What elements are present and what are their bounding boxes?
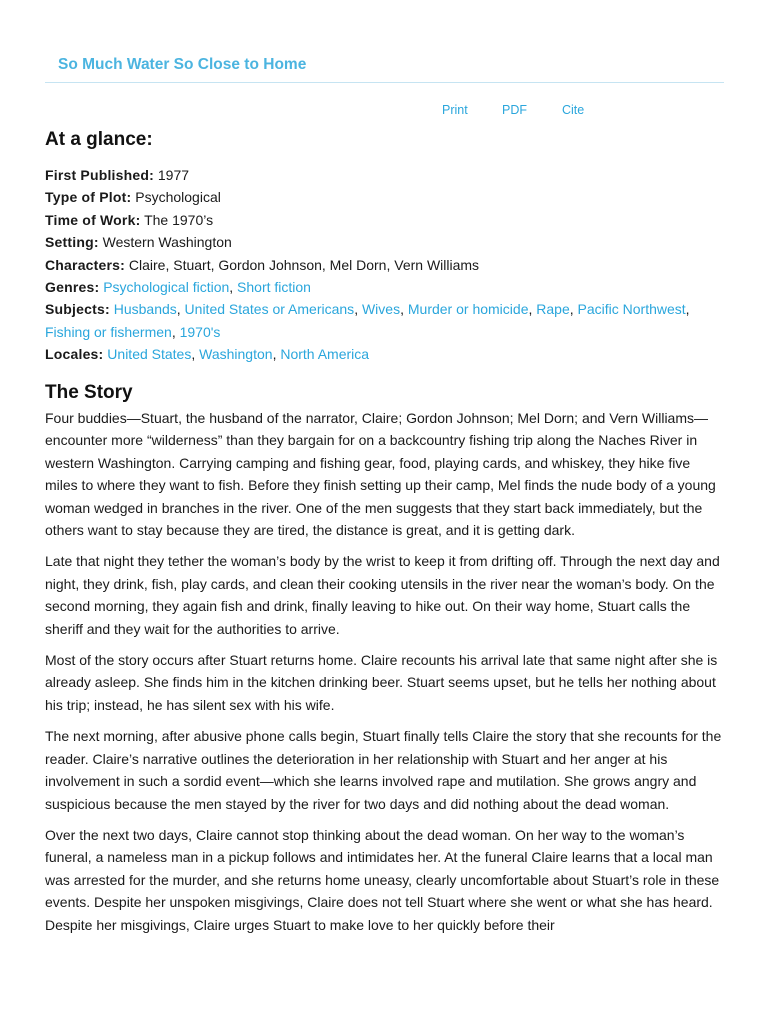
print-link[interactable]: Print (442, 103, 468, 117)
genres-links (103, 279, 311, 295)
pdf-link[interactable]: PDF (502, 103, 527, 117)
list-separator: , (400, 301, 408, 318)
subjects-label: Subjects: (45, 301, 110, 318)
time-of-work-label: Time of Work: (45, 211, 141, 228)
locales-row (45, 343, 725, 365)
list-separator: , (272, 346, 281, 363)
type-of-plot-label: Type of Plot: (45, 189, 132, 206)
characters-value: Claire, Stuart, Gordon Johnson, Mel Dorn, Vern Williams (128, 256, 480, 273)
list-separator: , (685, 301, 690, 318)
genre-link[interactable]: Short fiction (237, 279, 311, 296)
list-separator: , (176, 301, 185, 318)
story-paragraph: Late that night they tether the woman’s body by the wrist to keep it from drifting off. Through the next day and night, they drink, fish, play cards, and clean their cooking utensils in the river near the woman’s body. On the second morning, they again fish and drink, finally leaving to hike out. On their way home, Stuart calls the sheriff and they wait for the authorities to arrive. (45, 553, 720, 637)
title-divider (45, 82, 724, 83)
setting-value: Western Washington (102, 234, 232, 251)
story-paragraph: Four buddies—Stuart, the husband of the narrator, Claire; Gordon Johnson; Mel Dorn; and Vern Williams—encounter more “wilderness” than they bargain for on a backcountry fishing trip along the Naches River in western Washington. Carrying camping and fishing gear, food, playing cards, and whiskey, they hike five miles to where they want to fish. Before they finish setting up their camp, Mel finds the nude body of a young woman wedged in branches in the river. One of the men suggests that they start back immediately, but the others want to stay because they are tired, the distance is great, and it is getting dark. (45, 410, 716, 539)
time-of-work-row (45, 209, 725, 231)
document-actions (0, 103, 768, 119)
genre-link[interactable]: Psychological fiction (103, 279, 230, 296)
first-published-value: 1977 (157, 167, 190, 183)
characters-label: Characters: (45, 256, 126, 273)
locales-label: Locales: (45, 346, 104, 363)
type-of-plot-row (45, 186, 725, 208)
list-separator: , (229, 279, 238, 296)
locale-link[interactable]: Washington (199, 346, 273, 363)
subject-link[interactable]: 1970's (179, 323, 221, 340)
subject-link[interactable]: Rape (536, 301, 570, 318)
story-heading: The Story (45, 382, 133, 403)
list-separator: , (191, 346, 200, 363)
story-paragraph: Over the next two days, Claire cannot stop thinking about the dead woman. On her way to the woman’s funeral, a nameless man in a pickup follows and intimidates her. At the funeral Claire learns that a local man was arrested for the murder, and she returns home uneasy, clearly uncomfortable about Stuart’s role in these events. Despite her unspoken misgivings, Claire does not tell Stuart where she went or what she has heard. Despite her misgivings, Claire urges Stuart to make love to her quickly before their (45, 826, 720, 933)
time-of-work-value: The 1970’s (144, 211, 214, 228)
list-separator: , (528, 301, 537, 318)
story-paragraph: The next morning, after abusive phone calls begin, Stuart finally tells Claire the story that she recounts for the reader. Claire’s narrative outlines the deterioration in her relationship with Stuart and her anger at his involvement in such a sordid event—which she learns involved rape and mutilation. She grows angry and suspicious because the men stayed by the river for two days and did nothing about the dead woman. (45, 728, 722, 812)
subject-link[interactable]: Murder or homicide (407, 301, 529, 318)
setting-label: Setting: (45, 234, 99, 251)
subject-link[interactable]: United States or Americans (184, 301, 355, 318)
type-of-plot-value: Psychological (135, 189, 221, 206)
genres-row (45, 276, 725, 298)
locale-link[interactable]: United States (107, 346, 192, 363)
list-separator: , (354, 301, 362, 318)
subject-link[interactable]: Pacific Northwest (577, 301, 686, 318)
genres-label: Genres: (45, 279, 100, 296)
setting-row (45, 231, 725, 253)
subject-link[interactable]: Wives (361, 301, 401, 318)
list-separator: , (569, 301, 578, 318)
characters-row (45, 254, 725, 276)
subject-link[interactable]: Fishing or fishermen (45, 323, 172, 340)
locales-links (107, 346, 369, 362)
glance-heading: At a glance: (45, 129, 153, 150)
glance-section (45, 164, 725, 366)
story-paragraph: Most of the story occurs after Stuart returns home. Claire recounts his arrival late that same night after she is already asleep. She finds him in the kitchen drinking beer. Stuart seems upset, but he tells her nothing about his trip; instead, he has silent sex with his wife. (45, 652, 718, 713)
document-title-link[interactable]: So Much Water So Close to Home (58, 56, 307, 73)
locale-link[interactable]: North America (280, 346, 370, 363)
subject-link[interactable]: Husbands (113, 301, 177, 318)
subjects-row (45, 298, 725, 343)
first-published-row (45, 164, 725, 186)
cite-link[interactable]: Cite (562, 103, 585, 117)
subjects-links (45, 301, 690, 339)
first-published-label: First Published: (45, 167, 154, 183)
list-separator: , (171, 323, 180, 340)
story-section (45, 407, 725, 945)
